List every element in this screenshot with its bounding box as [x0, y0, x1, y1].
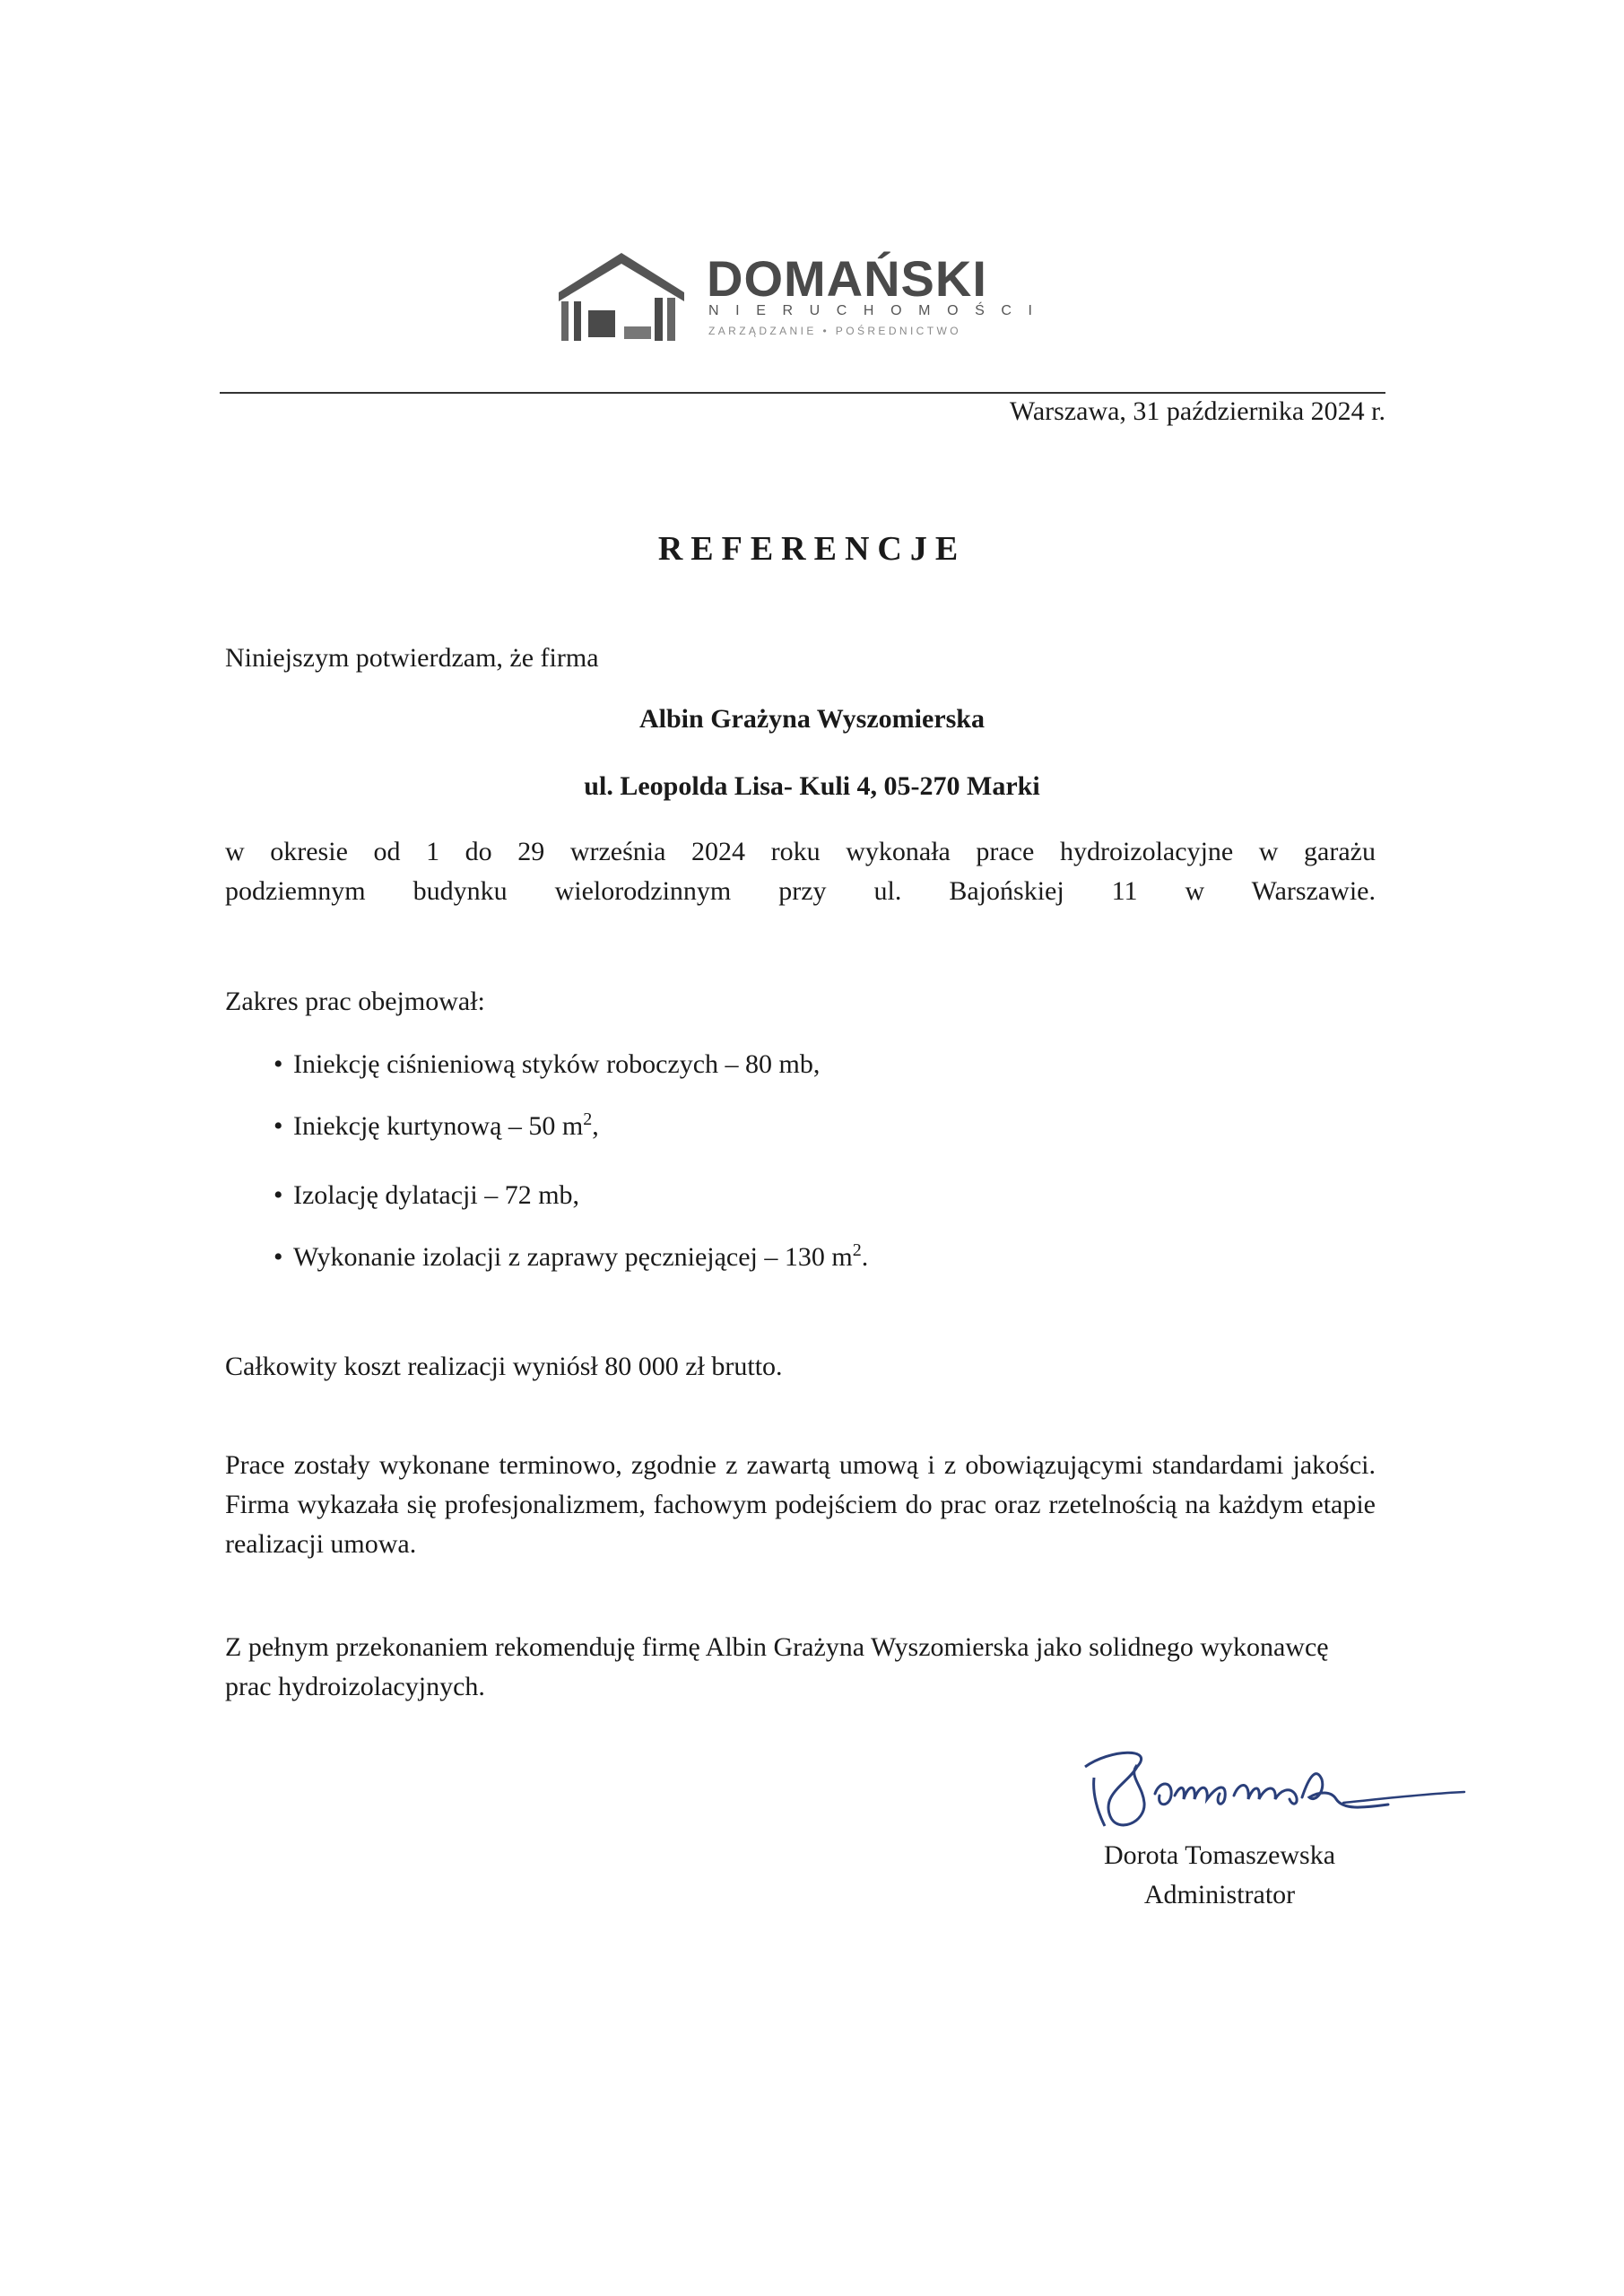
period-line-2: podziemnym budynku wielorodzinnym przy ul. Bajońskiej 11 w Warszawie. — [225, 876, 1376, 906]
bullet-icon: • — [274, 1111, 283, 1141]
company-address: ul. Leopolda Lisa- Kuli 4, 05-270 Marki — [584, 771, 1040, 801]
list-item: • Wykonanie izolacji z zaprawy pęczniejącej – 130 $m^2$. — [274, 1240, 869, 1272]
header-divider — [220, 392, 1385, 394]
handwritten-signature — [1074, 1740, 1469, 1848]
signatory-name: Dorota Tomaszewska — [1103, 1840, 1336, 1870]
cost-paragraph: Całkowity koszt realizacji wyniósł 80 000 zł brutto. — [225, 1352, 783, 1381]
list-item: • Izolację dylatacji – 72 mb, — [274, 1180, 580, 1210]
logo-subtagline: ZARZĄDZANIE • POŚREDNICTWO — [708, 325, 961, 337]
quality-paragraph: Prace zostały wykonane terminowo, zgodnie z zawartą umową i z obowiązującymi standardami jakości. Firma wykazała się profesjonalizmem, fachowym podejściem do prac oraz rzetelnością na każdym etapie realizacji umowa. — [225, 1450, 1376, 1559]
scope-heading: Zakres prac obejmował: — [225, 987, 485, 1016]
list-item: • Iniekcję kurtynową – 50 $m^2$, — [274, 1109, 599, 1141]
logo-name: DOMAŃSKI — [707, 250, 987, 307]
signatory-role: Administrator — [1143, 1880, 1296, 1909]
intro-paragraph: Niniejszym potwierdzam, że firma — [225, 643, 599, 673]
bullet-icon: • — [274, 1242, 283, 1272]
recommendation-paragraph: Z pełnym przekonaniem rekomenduję firmę Albin Grażyna Wyszomierska jako solidnego wykonawcę prac hydroizolacyjnych. — [225, 1632, 1329, 1701]
period-line-1: w okresie od 1 do 29 września 2024 roku wykonała prace hydroizolacyjne w garażu — [225, 837, 1376, 866]
bullet-icon: • — [274, 1049, 283, 1079]
house-logo-icon — [554, 246, 689, 344]
letter-title: REFERENCJE — [657, 530, 967, 568]
company-logo — [554, 242, 1056, 350]
logo-tagline: NIERUCHOMOŚCI — [708, 303, 1049, 318]
bullet-icon: • — [274, 1180, 283, 1210]
letter-date: Warszawa, 31 października 2024 r. — [1009, 396, 1385, 426]
company-name: Albin Grażyna Wyszomierska — [638, 704, 985, 734]
list-item: • Iniekcję ciśnieniową styków roboczych – 80 mb, — [274, 1049, 821, 1079]
